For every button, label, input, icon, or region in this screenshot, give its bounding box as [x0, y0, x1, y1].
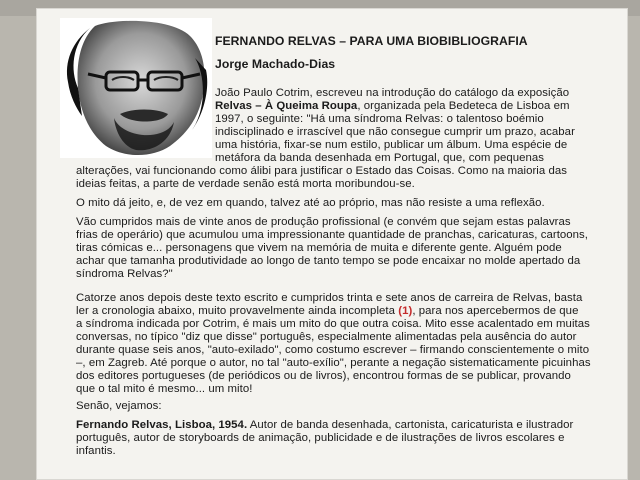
intro-line-1: João Paulo Cotrim, escreveu na introdução do catálogo da exposição	[215, 87, 570, 99]
article-title: FERNANDO RELVAS – PARA UMA BIOBIBLIOGRAFIA	[215, 34, 528, 48]
bio-line-2: português, autor de storyboards de animação, publicidade e de ilustrações de livros escolares e	[76, 432, 565, 444]
catorze-line-8: que o tal mito é mesmo... um mito!	[76, 383, 253, 395]
footnote-ref-1: (1)	[398, 305, 413, 317]
intro-line-6: metáfora da banda desenhada em Portugal, que, com pequenas	[215, 152, 545, 164]
exhibition-title: Relvas – À Queima Roupa	[215, 100, 358, 112]
production-line-2: frias de operário) que acumulou uma impressionante quantidade de pranchas, caricaturas, cartoons,	[76, 229, 589, 241]
bio-line-3: infantis.	[76, 445, 116, 457]
catorze-line-4: conversas, no típico "diz que disse" português, especialmente alimentadas pela ausência do autor	[76, 331, 577, 343]
intro-line-5: uma história, fixar-se num estilo, publicar um álbum. Uma espécie de	[215, 139, 568, 151]
bio-line-1-rest: Autor de banda desenhada, cartonista, caricaturista e ilustrador	[247, 419, 574, 431]
catorze-line-6: –, em Zagreb. Até porque o autor, no tal "auto-exílio", perante a negação sistematicamente picuinhas	[76, 357, 591, 369]
author-portrait-image	[60, 18, 212, 158]
catorze-line-7: dos editores portugueses (de periódicos ou de livros), encontrou formas de se publicar, provando	[76, 370, 571, 382]
senao-line: Senão, vejamos:	[76, 400, 162, 412]
intro-line-7: alterações, vai funcionando como álibi para justificar o Estado das Coisas. Como na maioria das	[76, 165, 568, 177]
production-line-4: achar que tamanha produtividade ao longo de tanto tempo se pode encaixar no molde apertado da	[76, 255, 581, 267]
catorze-line-2	[76, 305, 578, 317]
production-line-1: Vão cumpridos mais de vinte anos de produção profissional (e convém que sejam estas palavras	[76, 216, 571, 228]
intro-line-8: ideias feitas, a parte de verdade senão está morta moribundou-se.	[76, 178, 415, 190]
catorze-line-1: Catorze anos depois deste texto escrito e cumpridos trinta e sete anos de carreira de Relvas, basta	[76, 292, 583, 304]
catorze-line-5: durante quase seis anos, "auto-exilado", como costumo escrever – firmando conscientemente o mito	[76, 344, 590, 356]
portrait-illustration	[60, 18, 212, 158]
author-name: Jorge Machado-Dias	[215, 57, 336, 71]
production-line-5: síndroma Relvas?"	[76, 268, 173, 280]
intro-line-4: indisciplinado e irrascível que não consegue cumprir um prazo, acabar	[215, 126, 575, 138]
bio-line-1	[76, 419, 573, 431]
catorze-line-3: a síndroma indicada por Cotrim, é mais um mito do que outra coisa. Mito esse acalentado em muitas	[76, 318, 590, 330]
production-line-3: tiras cómicas e... personagens que vivem na memória de muita e diferente gente. Alguém pode	[76, 242, 562, 254]
catorze-line-2-a: ler a cronologia abaixo, muito provavelmente ainda incompleta	[76, 305, 396, 317]
intro-line-2	[215, 100, 570, 112]
catorze-line-2-b: , para nos apercebermos de que	[412, 305, 579, 317]
intro-line-2-rest: , organizada pela Bedeteca de Lisboa em	[357, 100, 570, 112]
bio-lead: Fernando Relvas, Lisboa, 1954.	[76, 419, 248, 431]
myth-paragraph: O mito dá jeito, e, de vez em quando, talvez até ao próprio, mas não resiste a uma reflexão.	[76, 197, 545, 209]
intro-line-3: 1997, o seguinte: "Há uma síndroma Relvas: o talentoso boémio	[215, 113, 544, 125]
